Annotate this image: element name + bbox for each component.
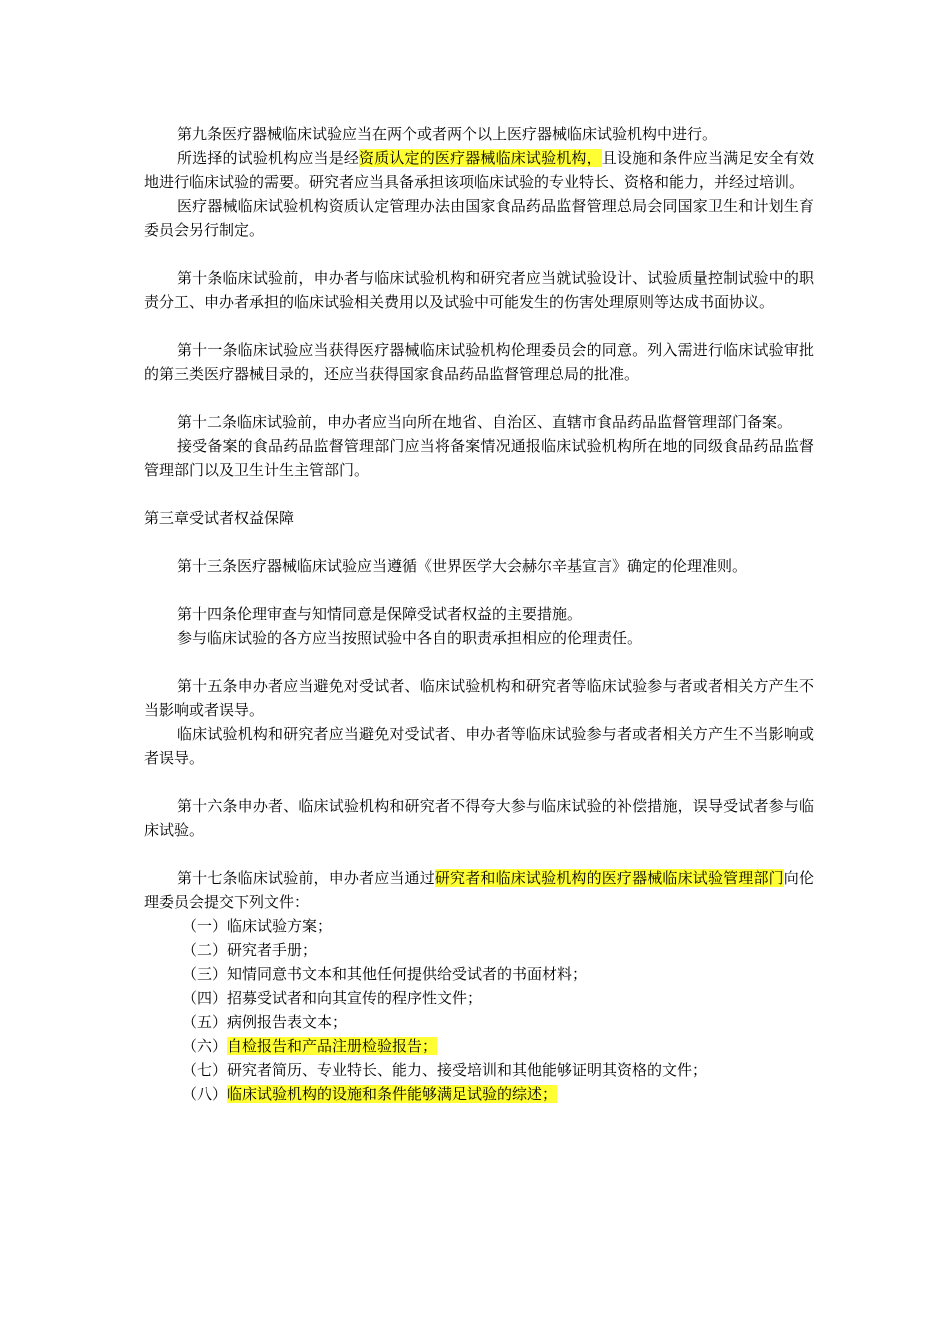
list-item <box>144 1010 814 1034</box>
list-item-text: 临床试验方案； <box>227 917 333 935</box>
article-9-paragraph-1: 第九条医疗器械临床试验应当在两个或者两个以上医疗器械临床试验机构中进行。 <box>177 125 718 143</box>
spacer <box>144 314 814 338</box>
article-17-text-pre: 第十七条临床试验前，申办者应当通过 <box>177 869 435 887</box>
list-item-text: 研究者简历、专业特长、能力、接受培训和其他能够证明其资格的文件； <box>227 1061 708 1079</box>
list-item-number: （五） <box>182 1013 228 1031</box>
list-item-number: （三） <box>182 965 228 983</box>
article-14-paragraph-1: 第十四条伦理审查与知情同意是保障受试者权益的主要措施。 <box>177 605 583 623</box>
spacer <box>144 530 814 554</box>
list-item-number: （七） <box>182 1061 228 1079</box>
list-item-number: （六） <box>182 1037 228 1055</box>
list-item-number: （四） <box>182 989 228 1007</box>
list-item-number: （一） <box>182 917 228 935</box>
article-12-paragraph-1: 第十二条临床试验前，申办者应当向所在地省、自治区、直辖市食品药品监督管理部门备案。 <box>177 413 793 431</box>
document-body <box>144 122 814 1106</box>
article-17-highlight: 研究者和临床试验机构的医疗器械临床试验管理部门 <box>434 869 784 887</box>
article-9-text-post: 且设施和条件应当满足安全有效地进行临床试验的需要。研究者应当具备承担该项临床试验的专业特长、资格和能力，并经过培训。 <box>144 149 814 191</box>
chapter-3-heading: 第三章受试者权益保障 <box>144 509 295 527</box>
list-item-number: （二） <box>182 941 228 959</box>
list-item <box>144 1034 814 1058</box>
spacer <box>144 482 814 506</box>
article-17-text-post: 向伦理委员会提交下列文件： <box>144 869 814 911</box>
article-9-highlight: 资质认定的医疗器械临床试验机构， <box>359 149 602 167</box>
article-13: 第十三条医疗器械临床试验应当遵循《世界医学大会赫尔辛基宣言》确定的伦理准则。 <box>177 557 748 575</box>
spacer <box>144 242 814 266</box>
list-item-text: 病例报告表文本； <box>227 1013 348 1031</box>
article-17-document-list <box>144 914 814 1106</box>
spacer <box>144 842 814 866</box>
spacer <box>144 770 814 794</box>
list-item <box>144 962 814 986</box>
article-9-text-pre: 所选择的试验机构应当是经 <box>177 149 360 167</box>
list-item-text: 知情同意书文本和其他任何提供给受试者的书面材料； <box>227 965 588 983</box>
list-item <box>144 1058 814 1082</box>
list-item <box>144 914 814 938</box>
article-16: 第十六条申办者、临床试验机构和研究者不得夸大参与临床试验的补偿措施，误导受试者参与临床试验。 <box>144 797 814 839</box>
article-14-paragraph-2: 参与临床试验的各方应当按照试验中各自的职责承担相应的伦理责任。 <box>177 629 643 647</box>
list-item-number: （八） <box>182 1085 228 1103</box>
list-item-text: 研究者手册； <box>227 941 318 959</box>
article-9-paragraph-2 <box>144 146 814 194</box>
article-9-paragraph-3: 医疗器械临床试验机构资质认定管理办法由国家食品药品监督管理总局会同国家卫生和计划生育委员会另行制定。 <box>144 197 814 239</box>
list-item <box>144 1082 814 1106</box>
spacer <box>144 386 814 410</box>
list-item <box>144 938 814 962</box>
article-10: 第十条临床试验前，申办者与临床试验机构和研究者应当就试验设计、试验质量控制试验中的职责分工、申办者承担的临床试验相关费用以及试验中可能发生的伤害处理原则等达成书面协议。 <box>144 269 814 311</box>
article-15-paragraph-2: 临床试验机构和研究者应当避免对受试者、申办者等临床试验参与者或者相关方产生不当影响或者误导。 <box>144 725 814 767</box>
article-15-paragraph-1: 第十五条申办者应当避免对受试者、临床试验机构和研究者等临床试验参与者或者相关方产生不当影响或者误导。 <box>144 677 814 719</box>
article-17-intro <box>144 866 814 914</box>
list-item-text-highlighted: 临床试验机构的设施和条件能够满足试验的综述； <box>227 1085 558 1103</box>
spacer <box>144 650 814 674</box>
list-item-text-highlighted: 自检报告和产品注册检验报告； <box>227 1037 438 1055</box>
list-item <box>144 986 814 1010</box>
spacer <box>144 578 814 602</box>
article-11: 第十一条临床试验应当获得医疗器械临床试验机构伦理委员会的同意。列入需进行临床试验审批的第三类医疗器械目录的，还应当获得国家食品药品监督管理总局的批准。 <box>144 341 814 383</box>
list-item-text: 招募受试者和向其宣传的程序性文件； <box>227 989 483 1007</box>
article-12-paragraph-2: 接受备案的食品药品监督管理部门应当将备案情况通报临床试验机构所在地的同级食品药品监督管理部门以及卫生计生主管部门。 <box>144 437 814 479</box>
